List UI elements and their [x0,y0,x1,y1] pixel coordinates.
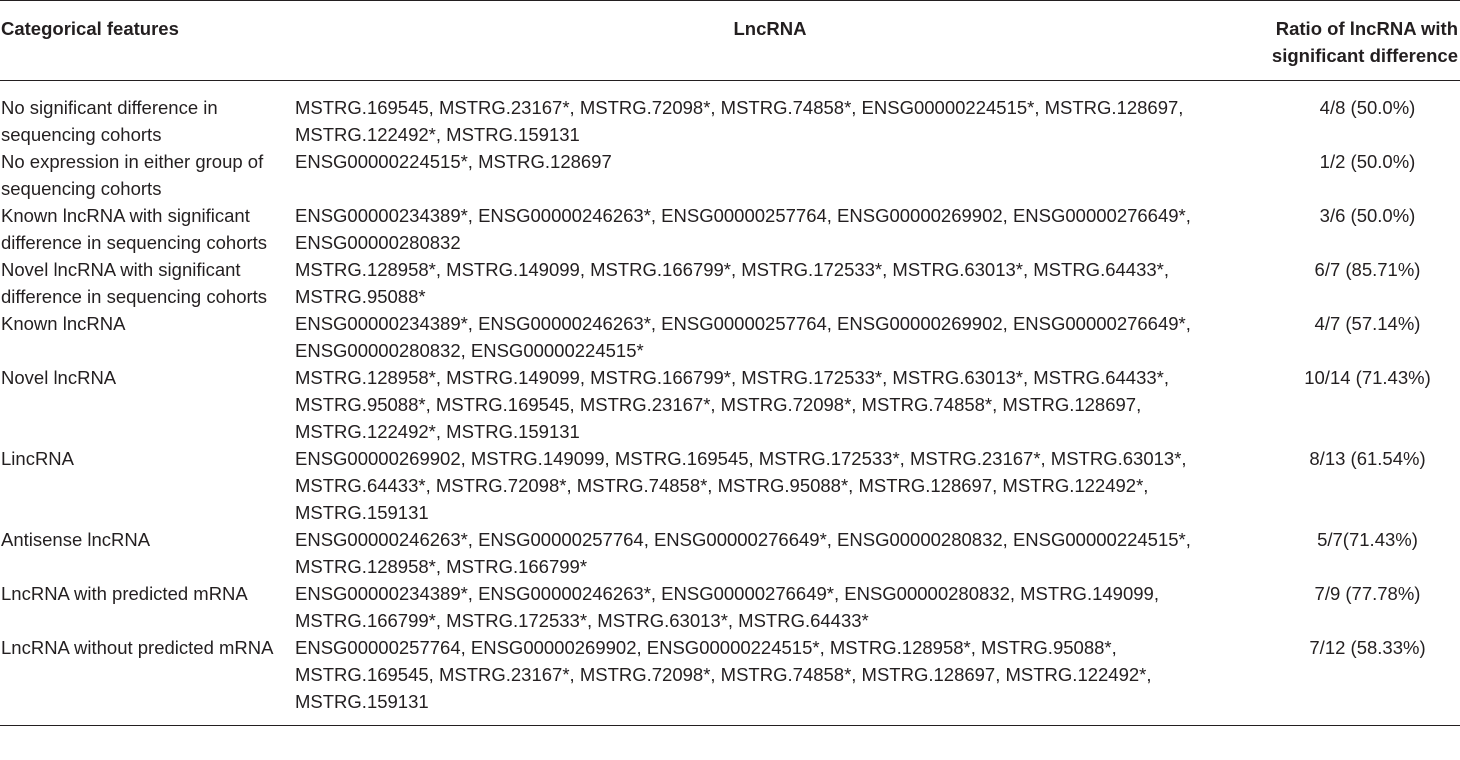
feature-cell: LincRNA [1,448,74,469]
lncrna-cell: ENSG00000269902, MSTRG.149099, MSTRG.169545, MSTRG.172533*, MSTRG.23167*, MSTRG.63013*, MSTRG.64433*, MSTRG.72098*, MSTRG.74858*, MSTRG.95088*, MSTRG.128697, MSTRG.122492*, MSTRG.159131 [295,448,1187,523]
lncrna-cell: MSTRG.128958*, MSTRG.149099, MSTRG.166799*, MSTRG.172533*, MSTRG.63013*, MSTRG.64433*, MSTRG.95088* [295,259,1169,307]
feature-cell: Novel lncRNA [1,367,117,388]
ratio-cell: 3/6 (50.0%) [1319,205,1416,226]
header-categorical-features: Categorical features [1,18,179,39]
table-row [0,634,1460,726]
lncrna-cell: ENSG00000234389*, ENSG00000246263*, ENSG00000257764, ENSG00000269902, ENSG00000276649*, ENSG00000280832, ENSG00000224515* [295,313,1191,361]
lncrna-cell: ENSG00000234389*, ENSG00000246263*, ENSG00000257764, ENSG00000269902, ENSG00000276649*, ENSG00000280832 [295,205,1191,253]
feature-cell: LncRNA with predicted mRNA [1,583,248,604]
table-row [0,526,1460,580]
feature-cell: No expression in either group of sequencing cohorts [1,151,264,199]
ratio-cell: 5/7(71.43%) [1317,529,1418,550]
lncrna-cell: ENSG00000224515*, MSTRG.128697 [295,151,612,172]
table-body [0,81,1460,726]
table-row [0,202,1460,256]
ratio-cell: 6/7 (85.71%) [1314,259,1421,280]
feature-cell: LncRNA without predicted mRNA [1,637,274,658]
feature-cell: Known lncRNA with significant difference in sequencing cohorts [1,205,268,253]
table-row [0,256,1460,310]
lncrna-cell: MSTRG.128958*, MSTRG.149099, MSTRG.166799*, MSTRG.172533*, MSTRG.63013*, MSTRG.64433*, MSTRG.95088*, MSTRG.169545, MSTRG.23167*, MSTRG.72098*, MSTRG.74858*, MSTRG.128697, MSTRG.122492*, MSTRG.159131 [295,367,1169,442]
header-lncrna: LncRNA [733,18,807,39]
lncrna-cell: ENSG00000234389*, ENSG00000246263*, ENSG00000276649*, ENSG00000280832, MSTRG.149099, MSTRG.166799*, MSTRG.172533*, MSTRG.63013*, MSTRG.64433* [295,583,1159,631]
table-row [0,148,1460,202]
table-row [0,310,1460,364]
header-row [0,1,1460,81]
ratio-cell: 4/7 (57.14%) [1314,313,1421,334]
table-header [0,1,1460,81]
feature-cell: No significant difference in sequencing cohorts [1,97,218,145]
table-row [0,445,1460,526]
ratio-cell: 4/8 (50.0%) [1319,97,1416,118]
ratio-cell: 7/12 (58.33%) [1309,637,1426,658]
feature-cell: Novel lncRNA with significant difference in sequencing cohorts [1,259,268,307]
table-row [0,81,1460,149]
ratio-cell: 10/14 (71.43%) [1304,367,1431,388]
ratio-cell: 7/9 (77.78%) [1314,583,1421,604]
table-row [0,364,1460,445]
ratio-cell: 1/2 (50.0%) [1319,151,1416,172]
feature-cell: Known lncRNA [1,313,126,334]
lncrna-cell: ENSG00000257764, ENSG00000269902, ENSG00000224515*, MSTRG.128958*, MSTRG.95088*, MSTRG.169545, MSTRG.23167*, MSTRG.72098*, MSTRG.74858*, MSTRG.128697, MSTRG.122492*, MSTRG.159131 [295,637,1152,712]
lncrna-cell: ENSG00000246263*, ENSG00000257764, ENSG00000276649*, ENSG00000280832, ENSG00000224515*, MSTRG.128958*, MSTRG.166799* [295,529,1191,577]
lncrna-cell: MSTRG.169545, MSTRG.23167*, MSTRG.72098*, MSTRG.74858*, ENSG00000224515*, MSTRG.128697, MSTRG.122492*, MSTRG.159131 [295,97,1184,145]
header-ratio: Ratio of lncRNA with significant difference [1271,18,1458,66]
feature-cell: Antisense lncRNA [1,529,151,550]
ratio-cell: 8/13 (61.54%) [1309,448,1426,469]
table-row [0,580,1460,634]
